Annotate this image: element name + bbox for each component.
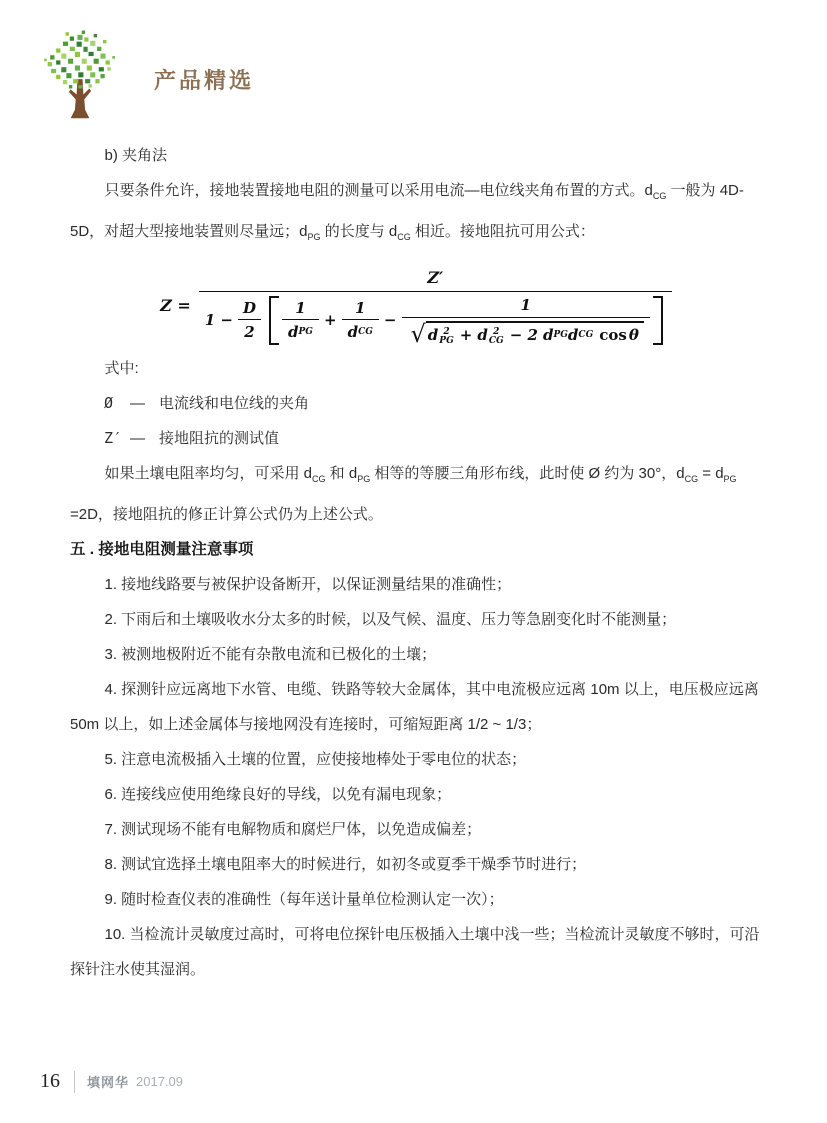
note-item: 9. 随时检查仪表的准确性（每年送计量单位检测认定一次）；: [104, 890, 504, 908]
formula-term-1-over-dpg: 1 d PG: [282, 299, 319, 343]
note-item: 8. 测试宜选择土壤电阻率大的时候进行，如初冬或夏季干燥季节时进行；: [104, 855, 587, 873]
page-number: 16: [40, 1070, 60, 1092]
right-bracket: [653, 296, 663, 345]
minus-operator: −: [383, 310, 397, 329]
impedance-formula: [70, 268, 762, 349]
definition-dash: —: [130, 429, 145, 447]
definition-dash: —: [130, 394, 145, 412]
section-5-title: 五 . 接地电阻测量注意事项: [70, 540, 254, 558]
note-item: 2. 下雨后和土壤吸收水分太多的时候，以及气候、温度、压力等急剧变化时不能测量；: [104, 610, 677, 628]
formula-numerator: Z′: [427, 268, 444, 287]
where-label: 式中:: [104, 359, 139, 377]
note-item: 6. 连接线应使用绝缘良好的导线，以免有漏电现象；: [104, 785, 452, 803]
footer-issue-date: 2017.09: [136, 1074, 184, 1089]
definition-symbol: Z′: [104, 428, 123, 447]
formula-term-sqrt: 1 √ d 2 PG + d 2 CG − 2 d PG d CG cos θ: [402, 296, 650, 345]
formula-one-minus: 1 −: [204, 310, 233, 329]
formula-lhs: Z =: [160, 296, 191, 316]
definition-z-prime: [70, 421, 762, 456]
page-footer: [40, 1070, 183, 1093]
square-root: √ d 2 PG + d 2 CG − 2 d PG d CG cos θ: [411, 321, 644, 345]
definition-theta: [70, 386, 762, 421]
note-item: 10. 当检流计灵敏度过高时，可将电位探针电压极插入土壤中浅一些；当检流计灵敏度不够时，可沿探针注水使其湿润。: [70, 925, 760, 978]
note-item: 1. 接地线路要与被保护设备断开，以保证测量结果的准确性；: [104, 575, 512, 593]
left-bracket: [269, 296, 279, 345]
note-item: 5. 注意电流极插入土壤的位置，应使接地棒处于零电位的状态；: [104, 750, 527, 768]
note-item: 7. 测试现场不能有电解物质和腐烂尸体，以免造成偏差；: [104, 820, 482, 838]
formula-d-over-2: $\frac{D}{2}$: [237, 299, 262, 343]
paragraph-angle-method: 只要条件允许，接地装置接地电阻的测量可以采用电流—电位线夹角布置的方式。$d_{CG}$ 一般为 4D-5D，对超大型接地装置则尽量远；$d_{PG}$ 的长度与 $d_{CG}$ 相近。接地阻抗可用公式：: [70, 182, 744, 242]
definition-symbol: Ø: [104, 393, 114, 412]
paragraph-uniform-soil: 如果土壤电阻率均匀，可采用 $d_{CG}$ 和 $d_{PG}$ 相等的等腰三角形布线，此时使 Ø 约为 30°，$d_{CG} = d_{PG} =2D$，接地阻抗的修正计算公式仍为上述公式。: [70, 464, 737, 523]
page-header: [30, 28, 254, 120]
footer-brand: 填网华: [87, 1075, 130, 1090]
page-header-title: 产品精选: [154, 67, 255, 93]
definition-text: 接地阻抗的测试值: [159, 429, 280, 447]
section-b-title: b) 夹角法: [104, 147, 168, 164]
plus-operator: +: [323, 310, 337, 329]
footer-divider: [74, 1071, 75, 1093]
formula-term-1-over-dcg: 1 d CG: [342, 299, 379, 343]
note-item: 4. 探测针应远离地下水管、电缆、铁路等较大金属体，其中电流极应远离 10m 以上，电压极应远离 50m 以上，如上述金属体与接地网没有连接时，可缩短距离 1/2 ~ 1/3；: [70, 680, 759, 733]
tree-logo-icon: [30, 28, 130, 120]
definition-text: 电流线和电位线的夹角: [159, 394, 310, 412]
document-body: [70, 138, 762, 987]
note-item: 3. 被测地极附近不能有杂散电流和已极化的土壤；: [104, 645, 437, 663]
